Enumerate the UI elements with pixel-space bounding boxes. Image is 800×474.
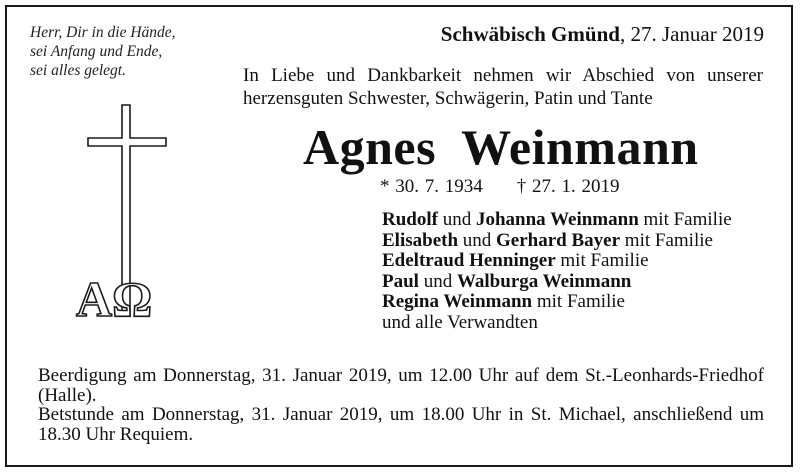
mourner-text: und alle Verwandten xyxy=(382,311,538,333)
mourner-line xyxy=(382,231,732,252)
mourner-line xyxy=(382,272,732,293)
date: , 27. Januar 2019 xyxy=(619,22,764,46)
cross-alpha-omega-icon xyxy=(70,100,210,328)
mourner-text: mit Familie xyxy=(620,229,713,251)
mourner-name: Paul xyxy=(382,270,419,292)
birth-date: * 30. 7. 1934 xyxy=(380,176,483,197)
place-date xyxy=(441,22,764,47)
deceased-name: Agnes Weinmann xyxy=(303,119,699,175)
mourner-text: mit Familie xyxy=(638,209,732,230)
mourner-line xyxy=(382,313,732,334)
mourner-name: Elisabeth xyxy=(382,229,459,251)
mourner-text: und xyxy=(458,229,497,251)
alpha-omega-glyphs: AΩ xyxy=(76,271,153,327)
verse-line: Herr, Dir in die Hände, xyxy=(30,24,176,41)
death-date: † 27. 1. 2019 xyxy=(516,176,620,197)
verse-line: sei Anfang und Ende, xyxy=(30,43,163,60)
verse-line: sei alles gelegt. xyxy=(30,62,126,79)
mourner-name: Gerhard Bayer xyxy=(496,229,621,251)
mourner-name: Johanna Weinmann xyxy=(475,209,639,230)
mourner-name: Edeltraud Henninger xyxy=(382,250,556,271)
place: Schwäbisch Gmünd xyxy=(440,22,620,46)
mourner-line xyxy=(382,292,732,313)
mourner-name: Regina Weinmann xyxy=(382,291,533,312)
mourner-text: mit Familie xyxy=(555,250,649,271)
intro-text: In Liebe und Dankbarkeit nehmen wir Abschied von unserer herzensguten Schwester, Schwägerin, Patin und Tante xyxy=(243,65,763,109)
mourner-name: Walburga Weinmann xyxy=(456,270,632,292)
mourner-text: und xyxy=(418,270,457,292)
prayer-info: Betstunde am Donnerstag, 31. Januar 2019, um 18.00 Uhr in St. Michael, anschließend um 18.30 Uhr Requiem. xyxy=(38,404,764,445)
mourners-list xyxy=(382,210,732,333)
mourner-line xyxy=(382,210,732,231)
service-info xyxy=(38,366,764,444)
verse xyxy=(30,23,176,80)
life-dates xyxy=(380,176,620,198)
funeral-info: Beerdigung am Donnerstag, 31. Januar 2019, um 12.00 Uhr auf dem St.-Leonhards-Friedhof (Halle). xyxy=(38,365,764,406)
mourner-line xyxy=(382,251,732,272)
mourner-name: Rudolf xyxy=(382,209,438,230)
mourner-text: und xyxy=(437,209,476,230)
mourner-text: mit Familie xyxy=(532,291,625,312)
